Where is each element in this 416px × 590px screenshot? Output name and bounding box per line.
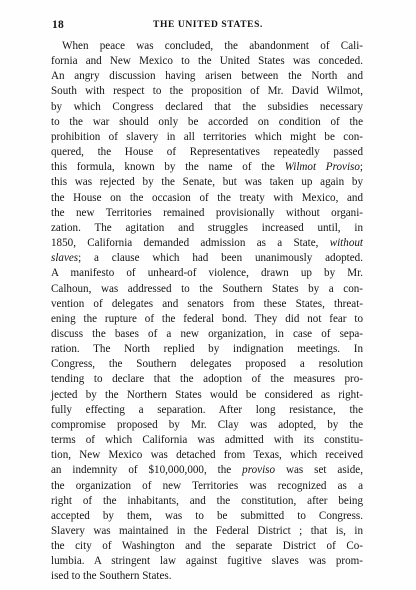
- text-line: by which Congress declared that the subsidies necessary: [51, 100, 363, 113]
- text-line: tion, New Mexico was detached from Texas, which received: [51, 449, 363, 462]
- italic-phrase: without: [329, 237, 363, 250]
- text-line: prohibition of slavery in all territories which might be con-: [51, 130, 363, 143]
- text-line: compromise proposed by Mr. Clay was adopted, by the: [51, 418, 363, 431]
- page-header: [0, 19, 416, 33]
- text-line: to the war should only be accorded on condition of the: [51, 115, 363, 128]
- text-line: An angry discussion having arisen between the North and: [51, 70, 363, 83]
- text-line: When peace was concluded, the abandonment of Cali-: [62, 40, 363, 52]
- text-line: the House on the occasion of the treaty with Mexico, and: [51, 191, 363, 204]
- text-line: this formula, known by the name of the Wilmot Proviso;: [51, 161, 363, 174]
- text-line: discuss the bases of a new organization, in case of sepa-: [51, 327, 363, 340]
- text-line: accepted by them, was to be submitted to Congress.: [51, 509, 363, 522]
- text-line: Slavery was maintained in the Federal District ; that is, in: [51, 525, 363, 537]
- text-line: this was rejected by the Senate, but was taken up again by: [51, 176, 363, 189]
- text-line: zation. The agitation and struggles increased until, in: [51, 221, 363, 234]
- text-line: tending to declare that the adoption of the measures pro-: [51, 373, 363, 386]
- italic-phrase: Wilmot Proviso: [284, 161, 360, 174]
- text-line: fully effecting a separation. After long resistance, the: [51, 403, 363, 416]
- running-title: THE UNITED STATES.: [153, 20, 263, 30]
- text-line: Calhoun, was addressed to the Southern States by a con-: [51, 282, 363, 295]
- text-line: vention of delegates and senators from these States, threat-: [51, 297, 363, 310]
- text-line: slaves; a clause which had been unanimously adopted.: [51, 252, 363, 265]
- text-line: fornia and New Mexico to the United States was conceded.: [51, 55, 363, 68]
- text-line: lumbia. A stringent law against fugitive slaves was prom-: [51, 555, 363, 568]
- page-number: 18: [52, 19, 64, 31]
- text-line: A manifesto of unheard-of violence, drawn up by Mr.: [51, 267, 363, 280]
- italic-phrase: proviso: [242, 464, 276, 477]
- text-line: the organization of new Territories was recognized as a: [51, 479, 363, 492]
- text-line: ening the rupture of the federal bond. They did not fear to: [51, 312, 363, 325]
- text-line: an indemnity of $10,000,000, the proviso was set aside,: [51, 464, 363, 477]
- text-line: South with respect to the proposition of Mr. David Wilmot,: [51, 85, 363, 98]
- text-line: jected by the Northern States would be considered as right-: [51, 388, 363, 401]
- text-line: right of the inhabitants, and the constitution, after being: [51, 494, 363, 507]
- text-line: Congress, the Southern delegates proposed a resolution: [51, 358, 363, 371]
- italic-phrase: slaves: [51, 252, 79, 265]
- text-line: terms of which California was admitted with its constitu-: [51, 434, 363, 447]
- text-line: the new Territories remained provisionally without organi-: [51, 206, 363, 219]
- text-line: 1850, California demanded admission as a State, without: [51, 237, 363, 250]
- text-line: the city of Washington and the separate District of Co-: [51, 540, 363, 553]
- text-line: quered, the House of Representatives repeatedly passed: [51, 146, 363, 159]
- text-line: ised to the Southern States.: [51, 570, 172, 583]
- body-text: [51, 39, 363, 585]
- text-line: ration. The North replied by indignation meetings. In: [51, 343, 363, 356]
